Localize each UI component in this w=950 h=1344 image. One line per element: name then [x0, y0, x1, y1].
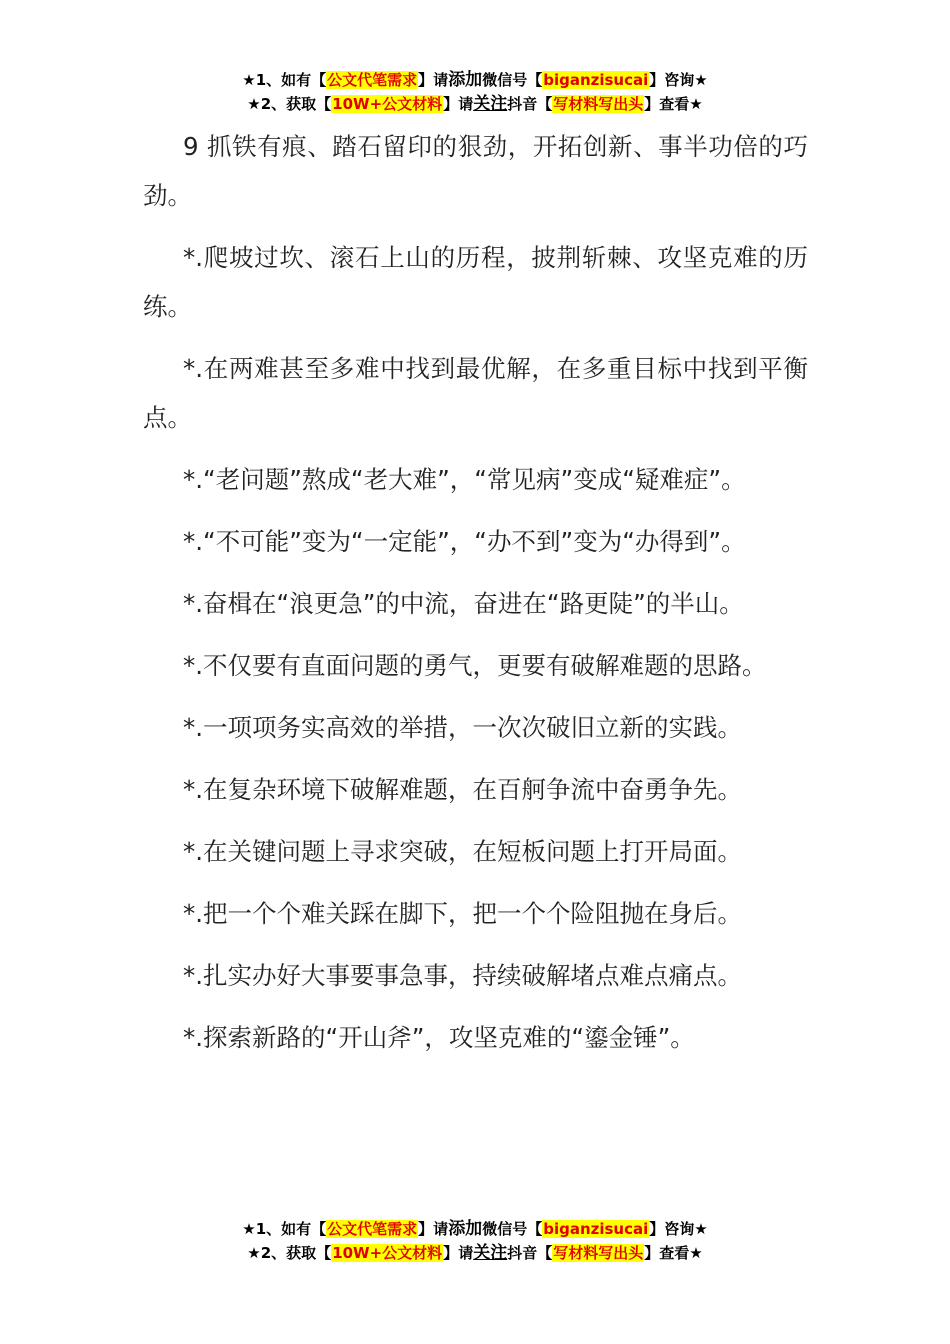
paragraph: *.“老问题”熬成“老大难”，“常见病”变成“疑难症”。: [183, 465, 746, 494]
footer-emph-add: 添加: [448, 1219, 483, 1239]
footer-line-2-suffix: 】查看★: [644, 1244, 703, 1262]
paragraph: 9 抓铁有痕、踏石留印的狠劲，开拓创新、事半功倍的巧劲。: [143, 132, 808, 210]
footer-line-2: [0, 1241, 950, 1265]
header-emph-add: 添加: [448, 70, 483, 90]
header-highlight-wechat-id: biganzisucai: [543, 71, 649, 89]
footer-line-2-prefix: ★2、获取【: [247, 1244, 332, 1262]
paragraph: *.扎实办好大事要事急事，持续破解堵点难点痛点。: [183, 961, 743, 990]
header-line-2-prefix: ★2、获取【: [247, 95, 332, 113]
header-line-1: [0, 68, 950, 92]
header-line-2-suffix: 】查看★: [644, 95, 703, 113]
document-body: [143, 122, 808, 1075]
header-line-1-suffix: 】咨询★: [649, 71, 708, 89]
header-highlight-materials: 10W+公文材料: [332, 95, 443, 113]
header-line-1-mid2: 微信号【: [482, 71, 543, 89]
header-line-2: [0, 92, 950, 116]
header-line-1-prefix: ★1、如有【: [242, 71, 327, 89]
paragraph: *.奋楫在“浪更急”的中流，奋进在“路更陡”的半山。: [183, 589, 744, 618]
footer-line-2-mid2: 抖音【: [507, 1244, 553, 1262]
footer-highlight-wechat-id: biganzisucai: [543, 1220, 649, 1238]
header-line-2-mid2: 抖音【: [507, 95, 553, 113]
header-highlight-douyin-id: 写材料写出头: [553, 95, 644, 113]
paragraph: *.爬坡过坎、滚石上山的历程，披荆斩棘、攻坚克难的历练。: [143, 243, 808, 321]
header-line-2-mid1: 】请: [443, 95, 474, 113]
paragraph: *.在复杂环境下破解难题，在百舸争流中奋勇争先。: [183, 775, 743, 804]
footer-line-1-mid2: 微信号【: [482, 1220, 543, 1238]
paragraph: *.在两难甚至多难中找到最优解，在多重目标中找到平衡点。: [143, 354, 808, 432]
footer-line-1-mid1: 】请: [418, 1220, 449, 1238]
paragraph: *.在关键问题上寻求突破，在短板问题上打开局面。: [183, 837, 743, 866]
footer-line-1-prefix: ★1、如有【: [242, 1220, 327, 1238]
header-highlight-ghostwriting: 公文代笔需求: [327, 71, 418, 89]
paragraph: *.不仅要有直面问题的勇气，更要有破解难题的思路。: [183, 651, 767, 680]
paragraph: *.把一个个难关踩在脚下，把一个个险阻抛在身后。: [183, 899, 743, 928]
footer-highlight-materials: 10W+公文材料: [332, 1244, 443, 1262]
header-line-1-mid1: 】请: [418, 71, 449, 89]
footer-line-1: [0, 1217, 950, 1241]
paragraph: *.一项项务实高效的举措，一次次破旧立新的实践。: [183, 713, 743, 742]
footer-banner: [0, 1217, 950, 1265]
paragraph: *.“不可能”变为“一定能”，“办不到”变为“办得到”。: [183, 527, 746, 556]
footer-line-2-mid1: 】请: [443, 1244, 474, 1262]
paragraph: *.探索新路的“开山斧”，攻坚克难的“鎏金锤”。: [183, 1023, 695, 1052]
header-emph-follow: 关注: [473, 94, 508, 114]
footer-highlight-douyin-id: 写材料写出头: [553, 1244, 644, 1262]
footer-highlight-ghostwriting: 公文代笔需求: [327, 1220, 418, 1238]
header-banner: [0, 68, 950, 116]
footer-emph-follow: 关注: [473, 1243, 508, 1263]
footer-line-1-suffix: 】咨询★: [649, 1220, 708, 1238]
